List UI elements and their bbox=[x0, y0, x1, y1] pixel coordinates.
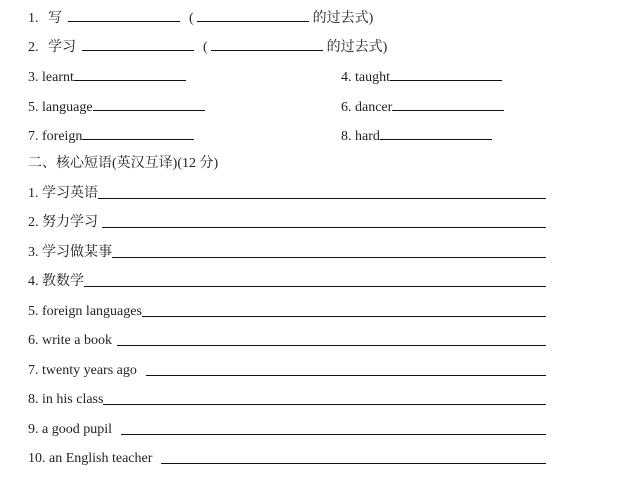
phrase-text: 1. 学习英语 bbox=[28, 186, 98, 201]
vocab-word: 6. dancer bbox=[341, 100, 393, 115]
vocab-row-2 bbox=[28, 37, 387, 55]
phrase-item bbox=[28, 391, 546, 409]
past-tense-suffix: 的过去式) bbox=[312, 11, 374, 26]
answer-blank[interactable] bbox=[82, 37, 194, 51]
answer-blank[interactable] bbox=[121, 421, 546, 435]
phrase-item bbox=[28, 332, 546, 350]
answer-blank[interactable] bbox=[390, 67, 502, 81]
answer-blank[interactable] bbox=[112, 244, 546, 258]
phrase-text: 5. foreign languages bbox=[28, 304, 142, 319]
phrase-item bbox=[28, 450, 546, 468]
section-heading: 二、核心短语(英汉互译)(12 分) bbox=[28, 156, 219, 171]
phrase-text: 3. 学习做某事 bbox=[28, 245, 112, 260]
answer-blank[interactable] bbox=[380, 126, 492, 140]
answer-blank[interactable] bbox=[68, 8, 180, 22]
open-paren: ( bbox=[203, 40, 208, 55]
answer-blank[interactable] bbox=[392, 97, 504, 111]
vocab-word: 4. taught bbox=[341, 70, 390, 85]
vocab-pair-right bbox=[341, 97, 504, 115]
answer-blank[interactable] bbox=[142, 303, 546, 317]
vocab-pair-right bbox=[341, 67, 502, 85]
answer-blank[interactable] bbox=[161, 450, 546, 464]
vocab-row-word: 写 bbox=[48, 11, 62, 26]
answer-blank[interactable] bbox=[146, 362, 546, 376]
phrase-item bbox=[28, 303, 546, 321]
vocab-row-number: 1. bbox=[28, 11, 39, 26]
vocab-pair-left bbox=[28, 126, 194, 144]
answer-blank[interactable] bbox=[103, 391, 546, 405]
phrase-text: 10. an English teacher bbox=[28, 451, 153, 466]
vocab-word: 8. hard bbox=[341, 129, 380, 144]
phrase-item bbox=[28, 214, 546, 232]
answer-blank[interactable] bbox=[93, 97, 205, 111]
phrase-text: 2. 努力学习 bbox=[28, 215, 98, 230]
vocab-pair-right bbox=[341, 126, 492, 144]
vocab-row-number: 2. bbox=[28, 40, 39, 55]
answer-blank[interactable] bbox=[82, 126, 194, 140]
phrase-text: 9. a good pupil bbox=[28, 422, 112, 437]
past-tense-suffix: 的过去式) bbox=[326, 40, 388, 55]
phrase-item bbox=[28, 421, 546, 439]
answer-blank[interactable] bbox=[211, 37, 323, 51]
phrase-item bbox=[28, 185, 546, 203]
vocab-pair-left bbox=[28, 67, 186, 85]
vocab-word: 3. learnt bbox=[28, 70, 74, 85]
phrase-text: 7. twenty years ago bbox=[28, 363, 137, 378]
answer-blank[interactable] bbox=[102, 214, 546, 228]
phrase-item bbox=[28, 244, 546, 262]
phrase-text: 6. write a book bbox=[28, 333, 112, 348]
answer-blank[interactable] bbox=[197, 8, 309, 22]
phrase-text: 8. in his class bbox=[28, 392, 104, 407]
vocab-row-word: 学习 bbox=[48, 40, 76, 55]
vocab-word: 7. foreign bbox=[28, 129, 83, 144]
answer-blank[interactable] bbox=[74, 67, 186, 81]
vocab-pair-left bbox=[28, 97, 205, 115]
open-paren: ( bbox=[189, 11, 194, 26]
phrase-item bbox=[28, 273, 546, 291]
answer-blank[interactable] bbox=[117, 332, 546, 346]
vocab-word: 5. language bbox=[28, 100, 93, 115]
answer-blank[interactable] bbox=[98, 185, 546, 199]
phrase-text: 4. 教数学 bbox=[28, 274, 84, 289]
answer-blank[interactable] bbox=[84, 273, 546, 287]
vocab-row-1 bbox=[28, 8, 373, 26]
phrase-item bbox=[28, 362, 546, 380]
